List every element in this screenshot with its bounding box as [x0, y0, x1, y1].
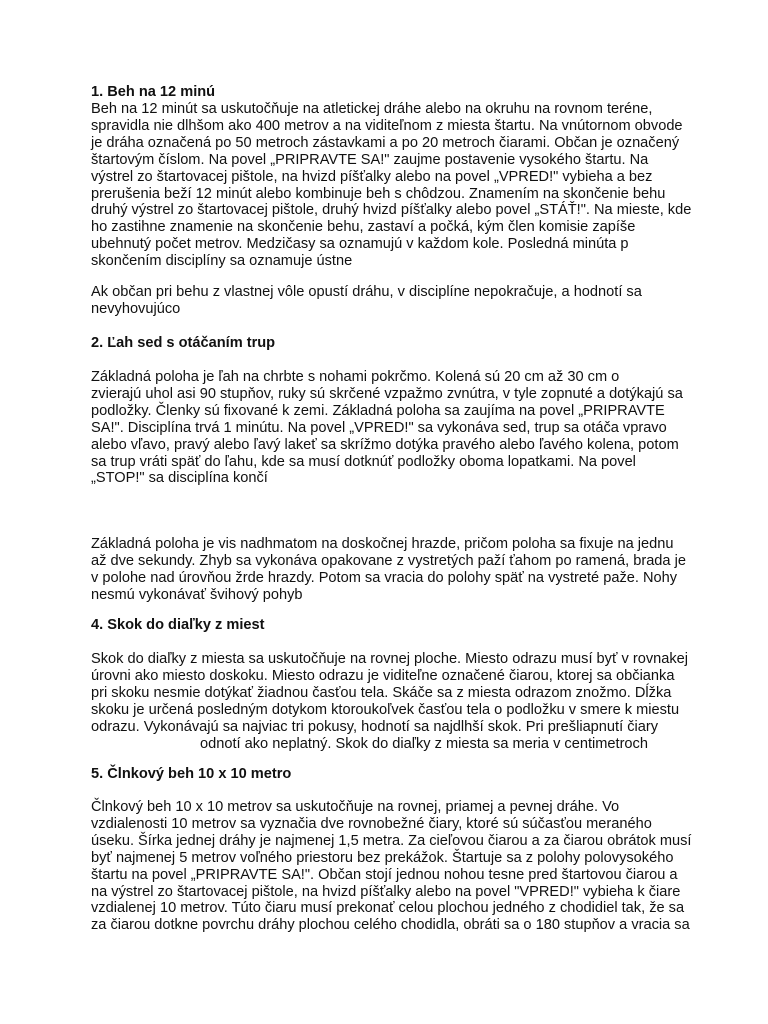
text-line: skončením disciplíny sa oznamuje ústne: [91, 253, 353, 270]
text-line: vzdialenej 10 metrov. Túto čiaru musí prekonať celou plochou jedného z chodidiel tak, že sa: [91, 900, 685, 917]
section-4-paragraph-1: [91, 651, 688, 752]
text-line: úrovni ako miesto doskoku. Miesto odrazu je viditeľne označené čiarou, ktorej sa občianka: [91, 667, 675, 684]
text-line: je dráha označená po 50 metroch zástavkami a po 20 metroch čiarami. Občan je označený: [91, 134, 680, 151]
section-5-heading: 5. Člnkový beh 10 x 10 metro: [91, 766, 292, 782]
text-line: vzdialenosti 10 metrov sa vyznačia dve rovnobežné čiary, ktoré sú súčasťou meraného: [91, 815, 652, 832]
section-2-paragraph-1: [91, 369, 683, 487]
text-line: nesmú vykonávať švihový pohyb: [91, 586, 303, 603]
text-line: štartu na povel „PRIPRAVTE SA!". Občan stojí jednou nohou tesne pred štartovou čiarou a: [91, 866, 678, 883]
text-line: výstrel zo štartovacej pištole, na hvizd píšťalky alebo na povel „VPRED!" vybieha a bez: [91, 168, 653, 185]
text-line: prerušenia beží 12 minút alebo kombinuje beh s chôdzou. Znamením na skončenie behu: [91, 185, 666, 202]
text-line: nevyhovujúco: [91, 300, 181, 317]
text-line-indented: odnotí ako neplatný. Skok do diaľky z miesta sa meria v centimetroch: [200, 735, 648, 752]
text-line: na výstrel zo štartovacej pištole, na hvizd píšťalky alebo na povel "VPRED!" vybieha k čiare: [91, 883, 681, 900]
text-line: skoku je určená posledným dotykom ktoroukoľvek časťou tela o podložku v smere k miestu: [91, 701, 680, 718]
text-line: druhý výstrel zo štartovacej pištole, druhý hvizd píšťalky alebo povel „STÁŤ!". Na mieste, kde: [91, 202, 692, 219]
text-line: spravidla nie dlhšom ako 400 metrov a na viditeľnom z miesta štartu. Na vnútornom obvode: [91, 117, 683, 134]
text-line: až dve sekundy. Zhyb sa vykonáva opakovane z vystretých paží ťahom po ramená, brada je: [91, 552, 686, 569]
text-line: Základná poloha je ľah na chrbte s nohami pokrčmo. Kolená sú 20 cm až 30 cm o: [91, 369, 620, 385]
text-line: podložky. Členky sú fixované k zemi. Základná poloha sa zaujíma na povel „PRIPRAVTE: [91, 402, 665, 419]
section-4-heading: 4. Skok do diaľky z miest: [91, 617, 265, 633]
text-line: Člnkový beh 10 x 10 metrov sa uskutočňuje na rovnej, priamej a pevnej dráhe. Vo: [91, 799, 620, 815]
text-line: ho zastihne znamenie na skončenie behu, zastaví a počká, kým člen komisie zapíše: [91, 219, 636, 236]
text-line: sa trup vráti späť do ľahu, kde sa musí dotknúť podložky oboma lopatkami. Na povel: [91, 453, 636, 470]
section-1-paragraph-1: [91, 101, 691, 270]
text-line: ubehnutý počet metrov. Medzičasy sa oznamujú v každom kole. Posledná minúta p: [91, 236, 629, 253]
section-1-paragraph-2: [91, 284, 642, 318]
section-1-heading: 1. Beh na 12 minú: [91, 84, 216, 100]
text-line: Beh na 12 minút sa uskutočňuje na atletickej dráhe alebo na okruhu na rovnom teréne,: [91, 101, 653, 117]
text-line: za čiarou dotkne povrchu dráhy plochou celého chodidla, obráti sa o 180 stupňov a vracia sa: [91, 917, 690, 934]
text-line: v polohe nad úrovňou žrde hrazdy. Potom sa vracia do polohy späť na vystreté paže. Nohy: [91, 569, 678, 586]
text-line: SA!". Disciplína trvá 1 minútu. Na povel „VPRED!" sa vykonáva sed, trup sa otáča vpravo: [91, 419, 667, 436]
text-line: „STOP!" sa disciplína končí: [91, 470, 268, 487]
text-line: Základná poloha je vis nadhmatom na doskočnej hrazde, pričom poloha sa fixuje na jednu: [91, 536, 674, 552]
text-line: zvierajú uhol asi 90 stupňov, ruky sú skrčené vzpažmo zvnútra, v tyle zopnuté a dotýkajú sa: [91, 385, 683, 402]
text-line: úseku. Šírka jednej dráhy je najmenej 1,5 metra. Za cieľovou čiarou a za čiarou obrátok musí: [91, 832, 692, 849]
text-line: Skok do diaľky z miesta sa uskutočňuje na rovnej ploche. Miesto odrazu musí byť v rovnakej: [91, 651, 689, 667]
section-3-paragraph-1: [91, 536, 686, 604]
text-line: byť najmenej 5 metrov voľného priestoru bez prekážok. Štartuje sa z polohy polovysokého: [91, 849, 674, 866]
text-line: pri skoku nesmie dotýkať žiadnou časťou tela. Skáče sa z miesta odrazom znožmo. Dĺžka: [91, 684, 672, 701]
text-line: odrazu. Vykonávajú sa najviac tri pokusy, hodnotí sa najdlhší skok. Pri prešliapnutí čiary: [91, 718, 659, 735]
section-5-paragraph-1: [91, 799, 691, 934]
text-line: Ak občan pri behu z vlastnej vôle opustí dráhu, v disciplíne nepokračuje, a hodnotí sa: [91, 284, 642, 300]
section-2-heading: 2. Ľah sed s otáčaním trup: [91, 335, 276, 351]
text-line: alebo vľavo, pravý alebo ľavý lakeť sa skrížmo dotýka pravého alebo ľavého kolena, potom: [91, 436, 679, 453]
text-line: štartovým číslom. Na povel „PRIPRAVTE SA!" zaujme postavenie vysokého štartu. Na: [91, 151, 649, 168]
